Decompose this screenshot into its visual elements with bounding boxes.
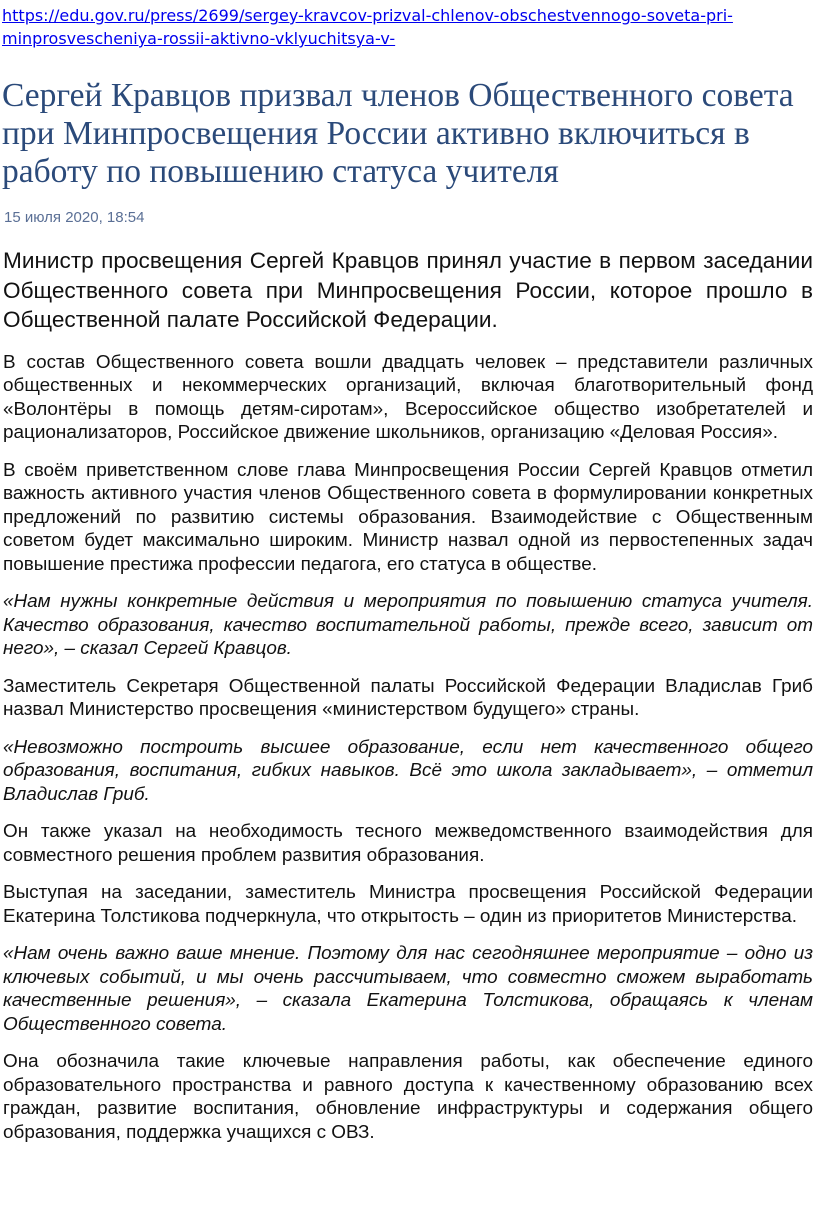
paragraph: Она обозначила такие ключевые направления работы, как обеспечение единого образовательного пространства и равного доступа к качественному образованию всех граждан, развитие воспитания, обновление инфраструктуры и содержания общего образования, поддержка учащихся с ОВЗ. (3, 1051, 813, 1143)
article-lead: Министр просвещения Сергей Кравцов принял участие в первом заседании Общественного совета при Минпросвещения России, которое прошло в Общественной палате Российской Федерации. (3, 248, 813, 332)
quote-paragraph: «Невозможно построить высшее образование, если нет качественного общего образования, воспитания, гибких навыков. Всё это школа закладывает», – отметил Владислав Гриб. (3, 736, 813, 805)
paragraph: Выступая на заседании, заместитель Министра просвещения Российской Федерации Екатерина Толстикова подчеркнула, что открытость – один из приоритетов Министерства. (3, 882, 813, 927)
paragraph: Заместитель Секретаря Общественной палаты Российской Федерации Владислав Гриб назвал Министерство просвещения «министерством будущего» страны. (3, 675, 813, 720)
paragraph: Он также указал на необходимость тесного межведомственного взаимодействия для совместного решения проблем развития образования. (3, 821, 813, 866)
paragraph: В состав Общественного совета вошли двадцать человек – представители различных общественных и некоммерческих организаций, включая благотворительный фонд «Волонтёры в помощь детям-сиротам», Всероссийское общество изобретателей и рационализаторов, Российское движение школьников, организацию «Деловая Россия». (3, 351, 813, 443)
quote-paragraph: «Нам нужны конкретные действия и мероприятия по повышению статуса учителя. Качество образования, качество воспитательной работы, прежде всего, зависит от него», – сказал Сергей Кравцов. (3, 591, 813, 659)
article-title: Сергей Кравцов призвал членов Общественного совета при Минпросвещения России активно включиться в работу по повышению статуса учителя (2, 77, 794, 190)
source-link[interactable]: https://edu.gov.ru/press/2699/sergey-kravcov-prizval-chlenov-obschestvennogo-soveta-pri-minprosvescheniya-rossii-aktivno-vklyuchitsya-v- (2, 6, 733, 48)
paragraph: В своём приветственном слове глава Минпросвещения России Сергей Кравцов отметил важность активного участия членов Общественного совета в формулировании конкретных предложений по развитию системы образования. Взаимодействие с Общественным советом будет максимально широким. Министр назвал одной из первостепенных задач повышение престижа профессии педагога, его статуса в обществе. (3, 459, 813, 575)
publish-date: 15 июля 2020, 18:54 (4, 209, 145, 226)
quote-paragraph: «Нам очень важно ваше мнение. Поэтому для нас сегодняшнее мероприятие – одно из ключевых событий, и мы очень рассчитываем, что совместно сможем выработать качественные решения», – сказала Екатерина Толстикова, обращаясь к членам Общественного совета. (3, 943, 813, 1035)
